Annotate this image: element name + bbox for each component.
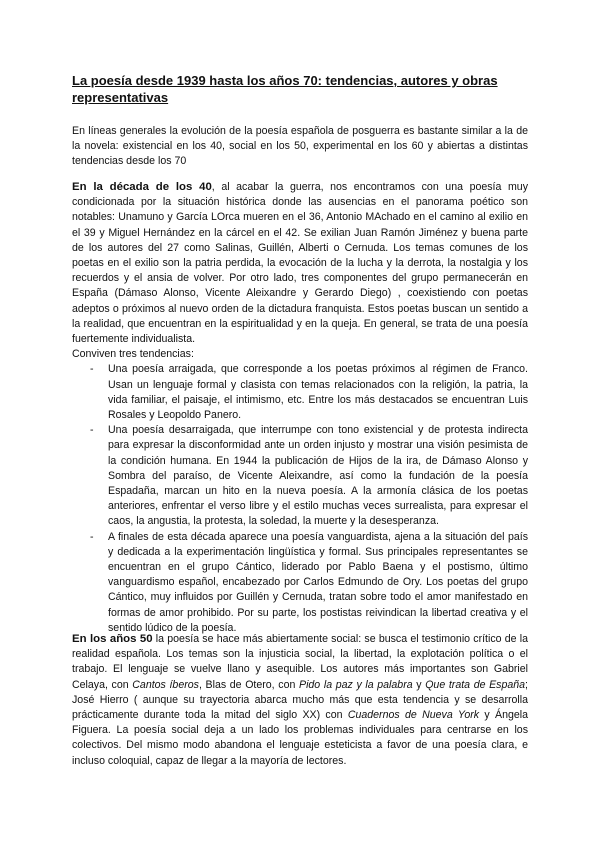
tendencia-desarraigada: Una poesía desarraigada, que interrumpe con tono existencial y de protesta indirecta para expresar la disconformidad ante un orden injusto y mostrar una visión pesimista de la condición humana. En 1944 la publicación de Hijos de la ira, de Dámaso Alonso y Sombra del paraíso, de Vicente Aleixandre, así como la fundación de la poesía Espadaña, marcan un hito en la nueva poesía. A la armonía clásica de los poetas anteriores, enfrentar el verso libre y el estilo muchas veces surrealista, para expresar el caos, la angustia, la protesta, la soledad, la muerte y la desesperanza. (108, 424, 528, 528)
document-title: La poesía desde 1939 hasta los años 70: tendencias, autores y obras representativas (72, 73, 498, 105)
decada-40-heading: En la década de los 40 (72, 181, 212, 193)
list-item (72, 530, 528, 636)
decada-40-paragraph (72, 180, 528, 347)
work-title: Que trata de España (425, 678, 526, 691)
list-item (72, 423, 528, 529)
anios-50-text-5: y Ángela Figuera. La poesía social deja a un lado los problemas individuales para centrarse en los colectivos. Del mismo modo abandona el lenguaje esteticista a favor de una poesía clara, e incluso coloquial, capaz de llegar a la mayoría de lectores. (72, 709, 528, 767)
list-dash: - (90, 363, 94, 376)
list-item (72, 362, 528, 423)
tendencias-list (72, 362, 528, 636)
anios-50-heading: En los años 50 (72, 633, 153, 645)
intro-paragraph: En líneas generales la evolución de la poesía española de posguerra es bastante similar a la de la novela: existencial en los 40, social en los 50, experimental en los 60 y abiertas a distintas tendencias desde los 70 (72, 125, 528, 168)
work-title: Cuadernos de Nueva York (347, 709, 480, 722)
work-title: Cantos íberos (132, 678, 199, 691)
tendencia-vanguardista: A finales de esta década aparece una poesía vanguardista, ajena a la situación del país y dedicada a la experimentación lingüística y formal. Sus principales representantes se encuentran en el grupo Cántico, liderado por Pablo Baena y el postismo, último vanguardismo español, encabezado por Carlos Edmundo de Ory. Los poetas del grupo Cántico, muy influidos por Guillén y Cernuda, tratan sobre todo el amor manifestado en formas de amor prohibido. Por su parte, los postistas reivindican la libertad creativa y el sentido lúdico de la poesía. (108, 530, 528, 634)
tendencia-arraigada: Una poesía arraigada, que corresponde a los poetas próximos al régimen de Franco. Usan un lenguaje formal y clasista con temas relacionados con la religión, la patria, la vida familiar, el paisaje, el intimismo, etc. Entre los más destacados se encuentran Luis Rosales y Leopoldo Panero. (108, 363, 528, 422)
conviven-line: Conviven tres tendencias: (72, 348, 194, 361)
anios-50-text-3: y (412, 678, 426, 691)
decada-40-text: , al acabar la guerra, nos encontramos con una poesía muy condicionada por la situación histórica donde las ausencias en el panorama poético son notables: Unamuno y García LOrca mueren en el 36, Antonio MAchado en el camino al exilio en el 39 y Miguel Hernández en la cárcel en el 42. Se exilian Juan Ramón Jiménez y buena parte de los autores del 27 como Salinas, Guillén, Alberti o Cernuda. Los temas comunes de los poetas en el exilio son la patria perdida, la evocación de la lucha y la derrota, la nostalgia y los recuerdos y el ansia de volver. Por otro lado, tres componentes del grupo permanecerán en España (Dámaso Alonso, Vicente Aleixandre y Gerardo Diego) , coexistiendo con poetas adeptos o próximos al nuevo orden de la dictadura franquista. Estos poetas buscan un sentido a la realidad, que encuentran en la espiritualidad y en la queja. En general, se trata de una poesía fuertemente individualista. (72, 181, 528, 346)
section-anios-50 (72, 632, 528, 769)
work-title: Pido la paz y la palabra (299, 678, 413, 691)
anios-50-text-2: , Blas de Otero, con (198, 678, 299, 691)
list-dash: - (90, 424, 94, 437)
list-dash: - (90, 530, 94, 543)
section-decada-40 (72, 180, 528, 636)
anios-50-text-4: ; José Hierro ( aunque su trayectoria abarca mucho más que esta tendencia y se desarrolla prácticamente durante toda la mitad del siglo XX) con (72, 678, 528, 722)
anios-50-text-1: la poesía se hace más abiertamente social: se busca el testimonio crítico de la realidad española. Los temas son la injusticia social, la libertad, la explotación política o el trabajo. El lenguaje se vuelve llano y asequible. Los autores más importantes son Gabriel Celaya, con (72, 633, 529, 691)
